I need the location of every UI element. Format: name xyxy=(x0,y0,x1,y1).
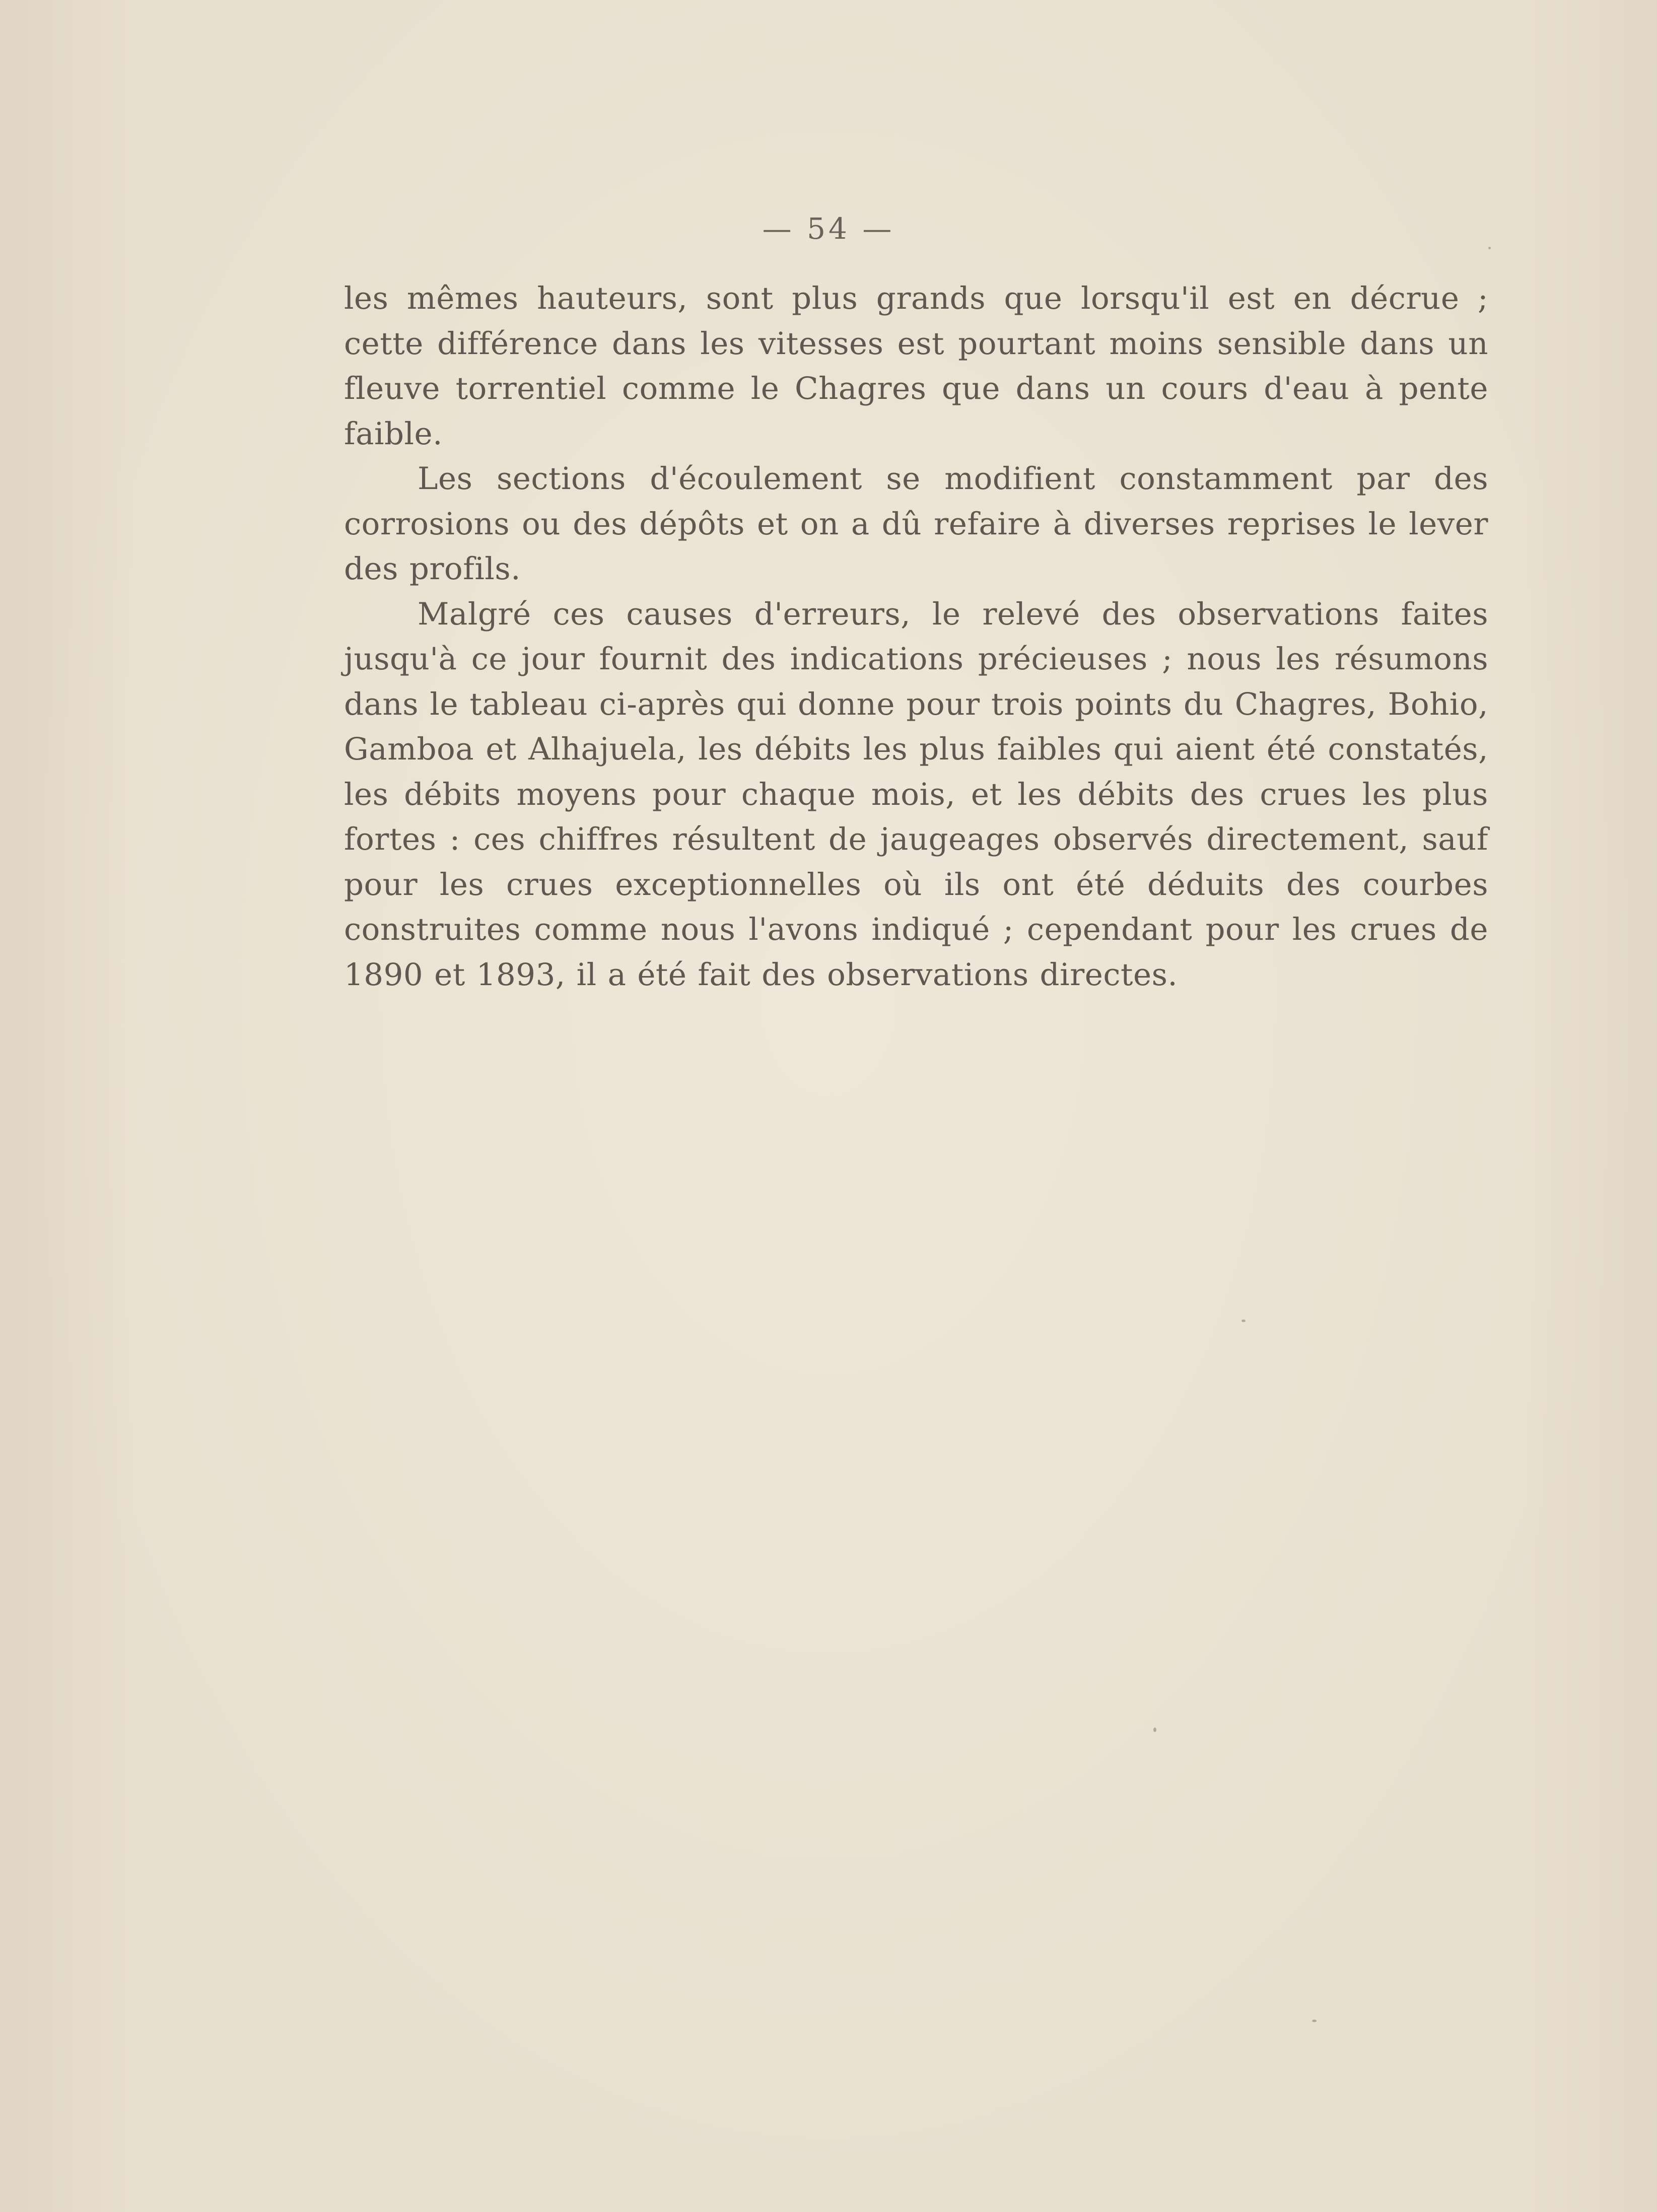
paper-speck xyxy=(1488,247,1491,249)
paper-speck xyxy=(1312,2020,1317,2022)
paper-speck xyxy=(1241,1320,1246,1322)
paragraph-3: Malgré ces causes d'erreurs, le relevé des observations faites jusqu'à ce jour fournit des indications précieuses ; nous les résumons dans le tableau ci-après qui donne pour trois points du Chagres, Bohio, Gamboa et Alhajuela, les débits les plus faibles qui aient été constatés, les débits moyens pour chaque mois, et les débits des crues les plus fortes : ces chiffres résultent de jaugeages observés directement, sauf pour les crues exceptionnelles où ils ont été déduits des courbes construites comme nous l'avons indiqué ; cependant pour les crues de 1890 et 1893, il a été fait des observations directes. xyxy=(344,596,1488,993)
body-text xyxy=(344,276,1488,997)
page-number: — 54 — xyxy=(762,212,895,246)
paper-speck xyxy=(1153,1727,1156,1732)
paragraph-2: Les sections d'écoulement se modifient constamment par des corrosions ou des dépôts et on a dû refaire à diverses reprises le lever des profils. xyxy=(344,461,1488,587)
paragraph-1: les mêmes hauteurs, sont plus grands que lorsqu'il est en décrue ; cette différence dans les vitesses est pourtant moins sensible dans un fleuve torrentiel comme le Chagres que dans un cours d'eau à pente faible. xyxy=(344,281,1488,452)
